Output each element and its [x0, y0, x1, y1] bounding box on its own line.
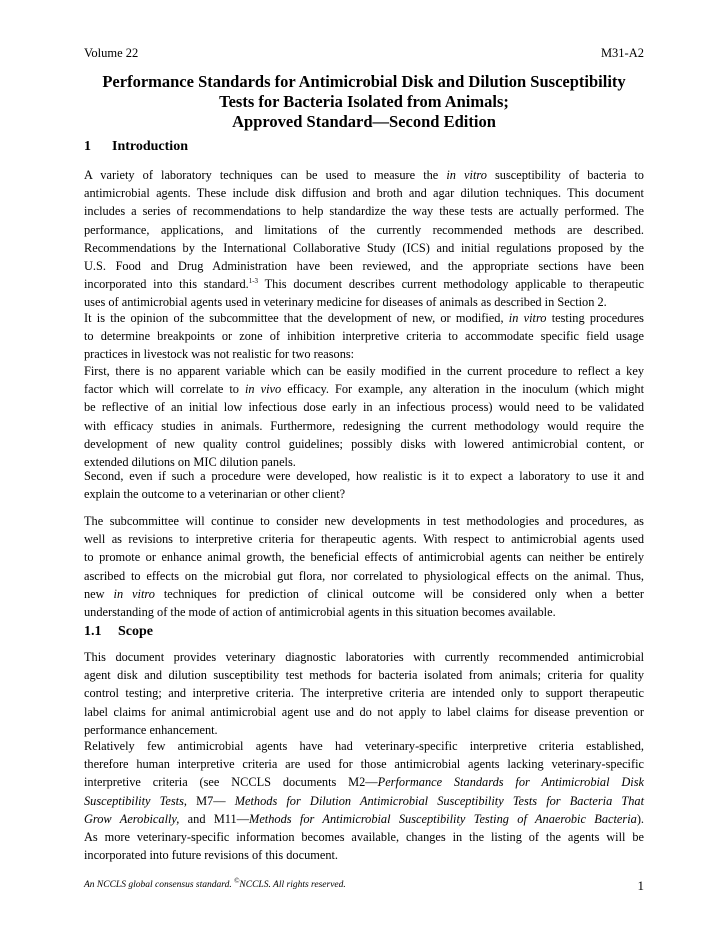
document-code: M31-A2: [600, 46, 644, 60]
page-number: 1: [637, 878, 644, 893]
text-line: antimicrobial agents. These include disk diffusion and broth and agar dilution techniques. This document: [84, 186, 644, 201]
text-line: This document provides veterinary diagnostic laboratories with currently recommended antimicrobial: [84, 650, 644, 664]
text-line: label claims for animal antimicrobial agent use and do not apply to label claims for disease prevention or: [84, 704, 644, 719]
scope-paragraph-2: [84, 737, 644, 864]
text-line: First, there is no apparent variable which can be easily modified in the current procedure to reflect a key: [84, 364, 644, 378]
intro-paragraph-4: [84, 467, 644, 503]
intro-paragraph-1: [84, 166, 644, 312]
text-line: be reflective of an initial low infectious dose early in an infectious process) would need to be validated: [84, 400, 644, 415]
text-line: to promote or enhance animal growth, the beneficial effects of antimicrobial agents can neither be entirely: [84, 550, 644, 565]
text-run: NCCLS. All rights reserved.: [239, 880, 346, 890]
text-line: incorporated into future revisions of this document.: [84, 848, 339, 863]
text-line: The subcommittee will continue to consider new developments in test methodologies and procedures, as: [84, 514, 644, 528]
text-line: Recommendations by the International Collaborative Study (ICS) and initial regulations proposed by the: [84, 240, 644, 255]
italic-document-title: Methods for Dilution Antimicrobial Susceptibility Tests for Bacteria That: [234, 793, 645, 808]
text-run: This document describes current methodology applicable to therapeutic: [258, 277, 645, 292]
text-line: control testing; and interpretive criteria. The interpretive criteria are intended only to support therapeutic: [84, 686, 644, 701]
page-footer: [84, 878, 644, 894]
intro-paragraph-5: [84, 512, 644, 621]
citation-superscript: 1-3: [248, 277, 259, 286]
text-run: incorporated into this standard.: [84, 277, 249, 292]
italic-term: in vitro: [446, 168, 487, 182]
text-run: testing procedures: [546, 311, 644, 325]
text-run: It is the opinion of the subcommittee that the development of new, or modified,: [84, 311, 509, 325]
intro-paragraph-3: [84, 362, 644, 471]
title-line-3: Approved Standard—Second Edition: [232, 112, 496, 131]
text-line: Relatively few antimicrobial agents have had veterinary-specific interpretive criteria established,: [84, 739, 644, 753]
text-line: therefore human interpretive criteria are used for those antimicrobial agents lacking veterinary-specific: [84, 757, 644, 772]
text-line: to determine breakpoints or zone of inhibition interpretive criteria to accommodate specific field usage: [84, 329, 644, 344]
text-run: ).: [636, 811, 645, 826]
text-run: A variety of laboratory techniques can be used to measure the: [84, 168, 447, 182]
text-line: with efficacy studies in animals. Furthermore, redesigning the current methodology would require the: [84, 418, 644, 433]
italic-document-title: Grow Aerobically,: [84, 811, 180, 826]
italic-document-title: Performance Standards for Antimicrobial Disk: [377, 775, 644, 790]
text-line: U.S. Food and Drug Administration have been reviewed, and the appropriate sections have been: [84, 258, 644, 273]
text-run: factor which will correlate to: [84, 382, 245, 397]
italic-term: in vivo: [245, 382, 282, 397]
copyright-symbol: ©: [234, 877, 240, 885]
scope-paragraph-1: [84, 648, 644, 739]
italic-term: in vitro: [508, 311, 547, 325]
text-line: ascribed to effects on the microbial gut flora, nor correlated to physiological effects on the animal. Thus,: [84, 568, 644, 583]
section-heading-scope: [84, 624, 153, 640]
section-number: 1.1: [84, 624, 102, 639]
text-run: techniques for prediction of clinical outcome will be considered only when a better: [154, 586, 645, 601]
italic-document-title: Methods for Antimicrobial Susceptibility Testing of Anaerobic Bacteria: [249, 811, 637, 826]
text-line: development of new quality control guidelines; possibly disks with lowered antimicrobial content, or: [84, 436, 644, 451]
section-title: Introduction: [112, 139, 188, 154]
italic-term: in vitro: [113, 586, 155, 601]
text-line: Second, even if such a procedure were developed, how realistic is it to expect a laboratory to use it and: [84, 469, 644, 483]
text-run: efficacy. For example, any alteration in the inoculum (which might: [281, 382, 644, 397]
document-page: [84, 0, 644, 942]
text-run: and M11—: [179, 811, 250, 826]
text-run: new: [84, 586, 114, 601]
text-line: well as revisions to interpretive criteria for therapeutic agents. With respect to antimicrobial agents used: [84, 532, 644, 547]
text-line: agent disk and dilution susceptibility test methods for bacteria isolated from animals; criteria for quality: [84, 668, 644, 683]
text-line: performance enhancement.: [84, 722, 218, 737]
text-run: susceptibility of bacteria to: [486, 168, 644, 182]
text-line: explain the outcome to a veterinarian or other client?: [84, 487, 346, 502]
text-line: As more veterinary-specific information becomes available, changes in the listing of the agents will be: [84, 829, 644, 844]
text-run: interpretive criteria (see NCCLS documents M2—: [84, 775, 378, 790]
text-line: understanding of the mode of action of antimicrobial agents in this situation becomes available.: [84, 604, 556, 619]
text-run: , M7—: [183, 793, 235, 808]
italic-document-title: Susceptibility Tests: [84, 793, 184, 808]
text-line: extended dilutions on MIC dilution panels.: [84, 454, 296, 469]
title-line-1: Performance Standards for Antimicrobial Disk and Dilution Susceptibility: [102, 72, 626, 91]
document-title: [84, 72, 644, 132]
intro-paragraph-2: [84, 309, 644, 364]
text-line: uses of antimicrobial agents used in veterinary medicine for diseases of animals as described in Section 2.: [84, 295, 607, 310]
footer-statement: [84, 877, 346, 890]
text-run: An NCCLS global consensus standard.: [84, 880, 235, 890]
running-header: [84, 46, 644, 62]
section-number: 1: [84, 139, 91, 154]
section-heading-introduction: [84, 139, 188, 155]
volume-label: Volume 22: [84, 46, 139, 60]
title-line-2: Tests for Bacteria Isolated from Animals;: [219, 92, 509, 111]
text-line: practices in livestock was not realistic for two reasons:: [84, 347, 355, 362]
section-title: Scope: [118, 624, 153, 639]
text-line: performance, applications, and limitations of the currently recommended methods are described.: [84, 222, 644, 237]
text-line: includes a series of recommendations to help standardize the way these tests are actually performed. The: [84, 204, 644, 219]
